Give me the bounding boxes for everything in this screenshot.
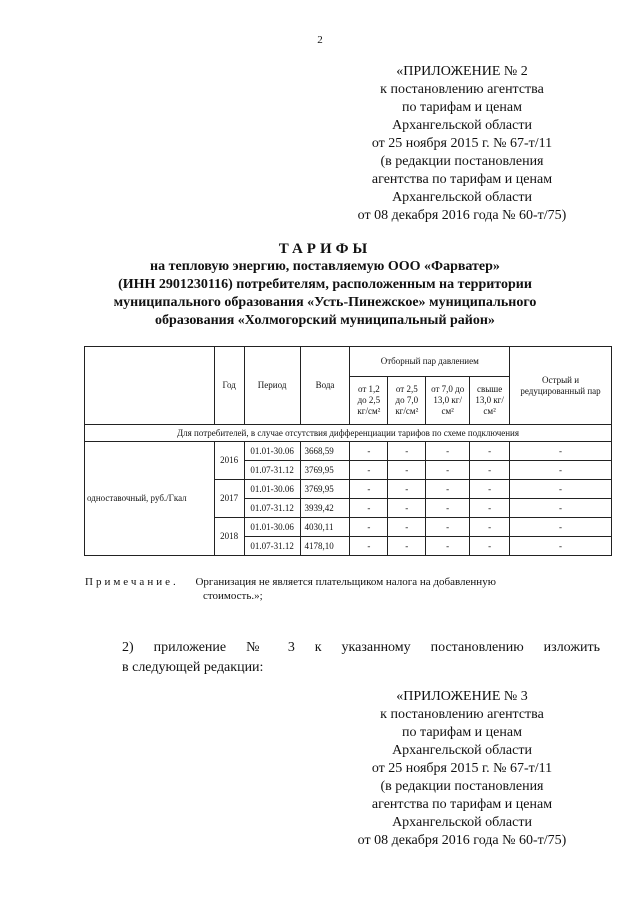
section-label: Для потребителей, в случае отсутствия дифференциации тарифов по схеме подключения [85,425,612,442]
steam-cell: - [388,461,426,480]
appendix-line: к постановлению агентства [380,707,544,722]
appendix-line: по тарифам и ценам [402,725,522,740]
steam-cell: - [388,537,426,556]
water-cell: 4178,10 [300,537,350,556]
period-cell: 01.01-30.06 [244,480,300,499]
year-cell: 2018 [214,518,244,556]
appendix-line: Архангельской области [392,118,532,133]
period-cell: 01.07-31.12 [244,499,300,518]
steam-cell: - [350,518,388,537]
steam-cell: - [470,480,510,499]
appendix-2-header [312,63,612,225]
appendix-line: от 25 ноября 2015 г. № 67-т/11 [371,761,553,776]
appendix-line: от 08 декабря 2016 года № 60-т/75) [357,833,567,848]
note-text: Организация не является плательщиком налога на добавленную [195,576,496,588]
appendix-line: от 08 декабря 2016 года № 60-т/75) [357,208,567,223]
sharp-cell: - [510,518,612,537]
sharp-cell: - [510,442,612,461]
steam-cell: - [388,499,426,518]
title-line: образования «Холмогорский муниципальный район» [155,313,495,328]
title-heading: ТАРИФЫ [278,241,372,257]
note-text-continued: стоимость.»; [203,590,263,602]
header-year: Год [214,347,244,425]
steam-cell: - [350,442,388,461]
steam-cell: - [426,499,470,518]
document-title [40,240,610,330]
appendix-line: «ПРИЛОЖЕНИЕ № 2 [396,64,528,79]
header-steam-2: от 2,5 до 7,0 кг/см² [388,377,426,425]
year-cell: 2016 [214,442,244,480]
header-steam-1: от 1,2 до 2,5 кг/см² [350,377,388,425]
steam-cell: - [388,442,426,461]
steam-cell: - [426,480,470,499]
header-steam-4: свыше 13,0 кг/см² [470,377,510,425]
period-cell: 01.01-30.06 [244,518,300,537]
row-label: одноставочный, руб./Гкал [85,442,215,556]
amendment-item-2: 2) приложение № 3 к указанному постановлению изложить [122,640,600,655]
appendix-line: по тарифам и ценам [402,100,522,115]
steam-cell: - [350,480,388,499]
appendix-line: (в редакции постановления [380,154,544,169]
title-line: муниципального образования «Усть-Пинежское» муниципального [113,295,537,310]
appendix-line: агентства по тарифам и ценам [371,172,553,187]
amendment-item-2-continued: в следующей редакции: [122,660,264,675]
steam-cell: - [350,537,388,556]
period-cell: 01.07-31.12 [244,461,300,480]
appendix-line: (в редакции постановления [380,779,544,794]
steam-cell: - [426,518,470,537]
water-cell: 3939,42 [300,499,350,518]
water-cell: 3769,95 [300,461,350,480]
steam-cell: - [470,461,510,480]
appendix-line: Архангельской области [392,815,532,830]
steam-cell: - [470,518,510,537]
header-blank [85,347,215,425]
appendix-line: Архангельской области [392,743,532,758]
period-cell: 01.01-30.06 [244,442,300,461]
steam-cell: - [470,499,510,518]
header-steam-group: Отборный пар давлением [350,347,510,377]
title-line: (ИНН 2901230116) потребителям, расположенным на территории [118,277,532,292]
steam-cell: - [350,499,388,518]
appendix-3-header [312,688,612,850]
steam-cell: - [426,461,470,480]
table-row [85,442,612,461]
steam-cell: - [426,442,470,461]
year-cell: 2017 [214,480,244,518]
appendix-line: агентства по тарифам и ценам [371,797,553,812]
sharp-cell: - [510,461,612,480]
note-block [85,575,600,603]
sharp-cell: - [510,537,612,556]
sharp-cell: - [510,480,612,499]
steam-cell: - [350,461,388,480]
title-line: на тепловую энергию, поставляемую ООО «Фарватер» [150,259,500,274]
sharp-cell: - [510,499,612,518]
header-sharp-steam: Острый и редуцированный пар [510,347,612,425]
header-steam-3: от 7,0 до 13,0 кг/см² [426,377,470,425]
water-cell: 3668,59 [300,442,350,461]
steam-cell: - [388,518,426,537]
page-number: 2 [317,34,323,46]
water-cell: 4030,11 [300,518,350,537]
steam-cell: - [470,537,510,556]
appendix-line: «ПРИЛОЖЕНИЕ № 3 [396,689,528,704]
header-water: Вода [300,347,350,425]
water-cell: 3769,95 [300,480,350,499]
steam-cell: - [426,537,470,556]
header-period: Период [244,347,300,425]
steam-cell: - [388,480,426,499]
note-label: Примечание. [85,576,179,588]
steam-cell: - [470,442,510,461]
appendix-line: Архангельской области [392,190,532,205]
tariff-table [84,346,612,556]
appendix-line: к постановлению агентства [380,82,544,97]
appendix-line: от 25 ноября 2015 г. № 67-т/11 [371,136,553,151]
period-cell: 01.07-31.12 [244,537,300,556]
